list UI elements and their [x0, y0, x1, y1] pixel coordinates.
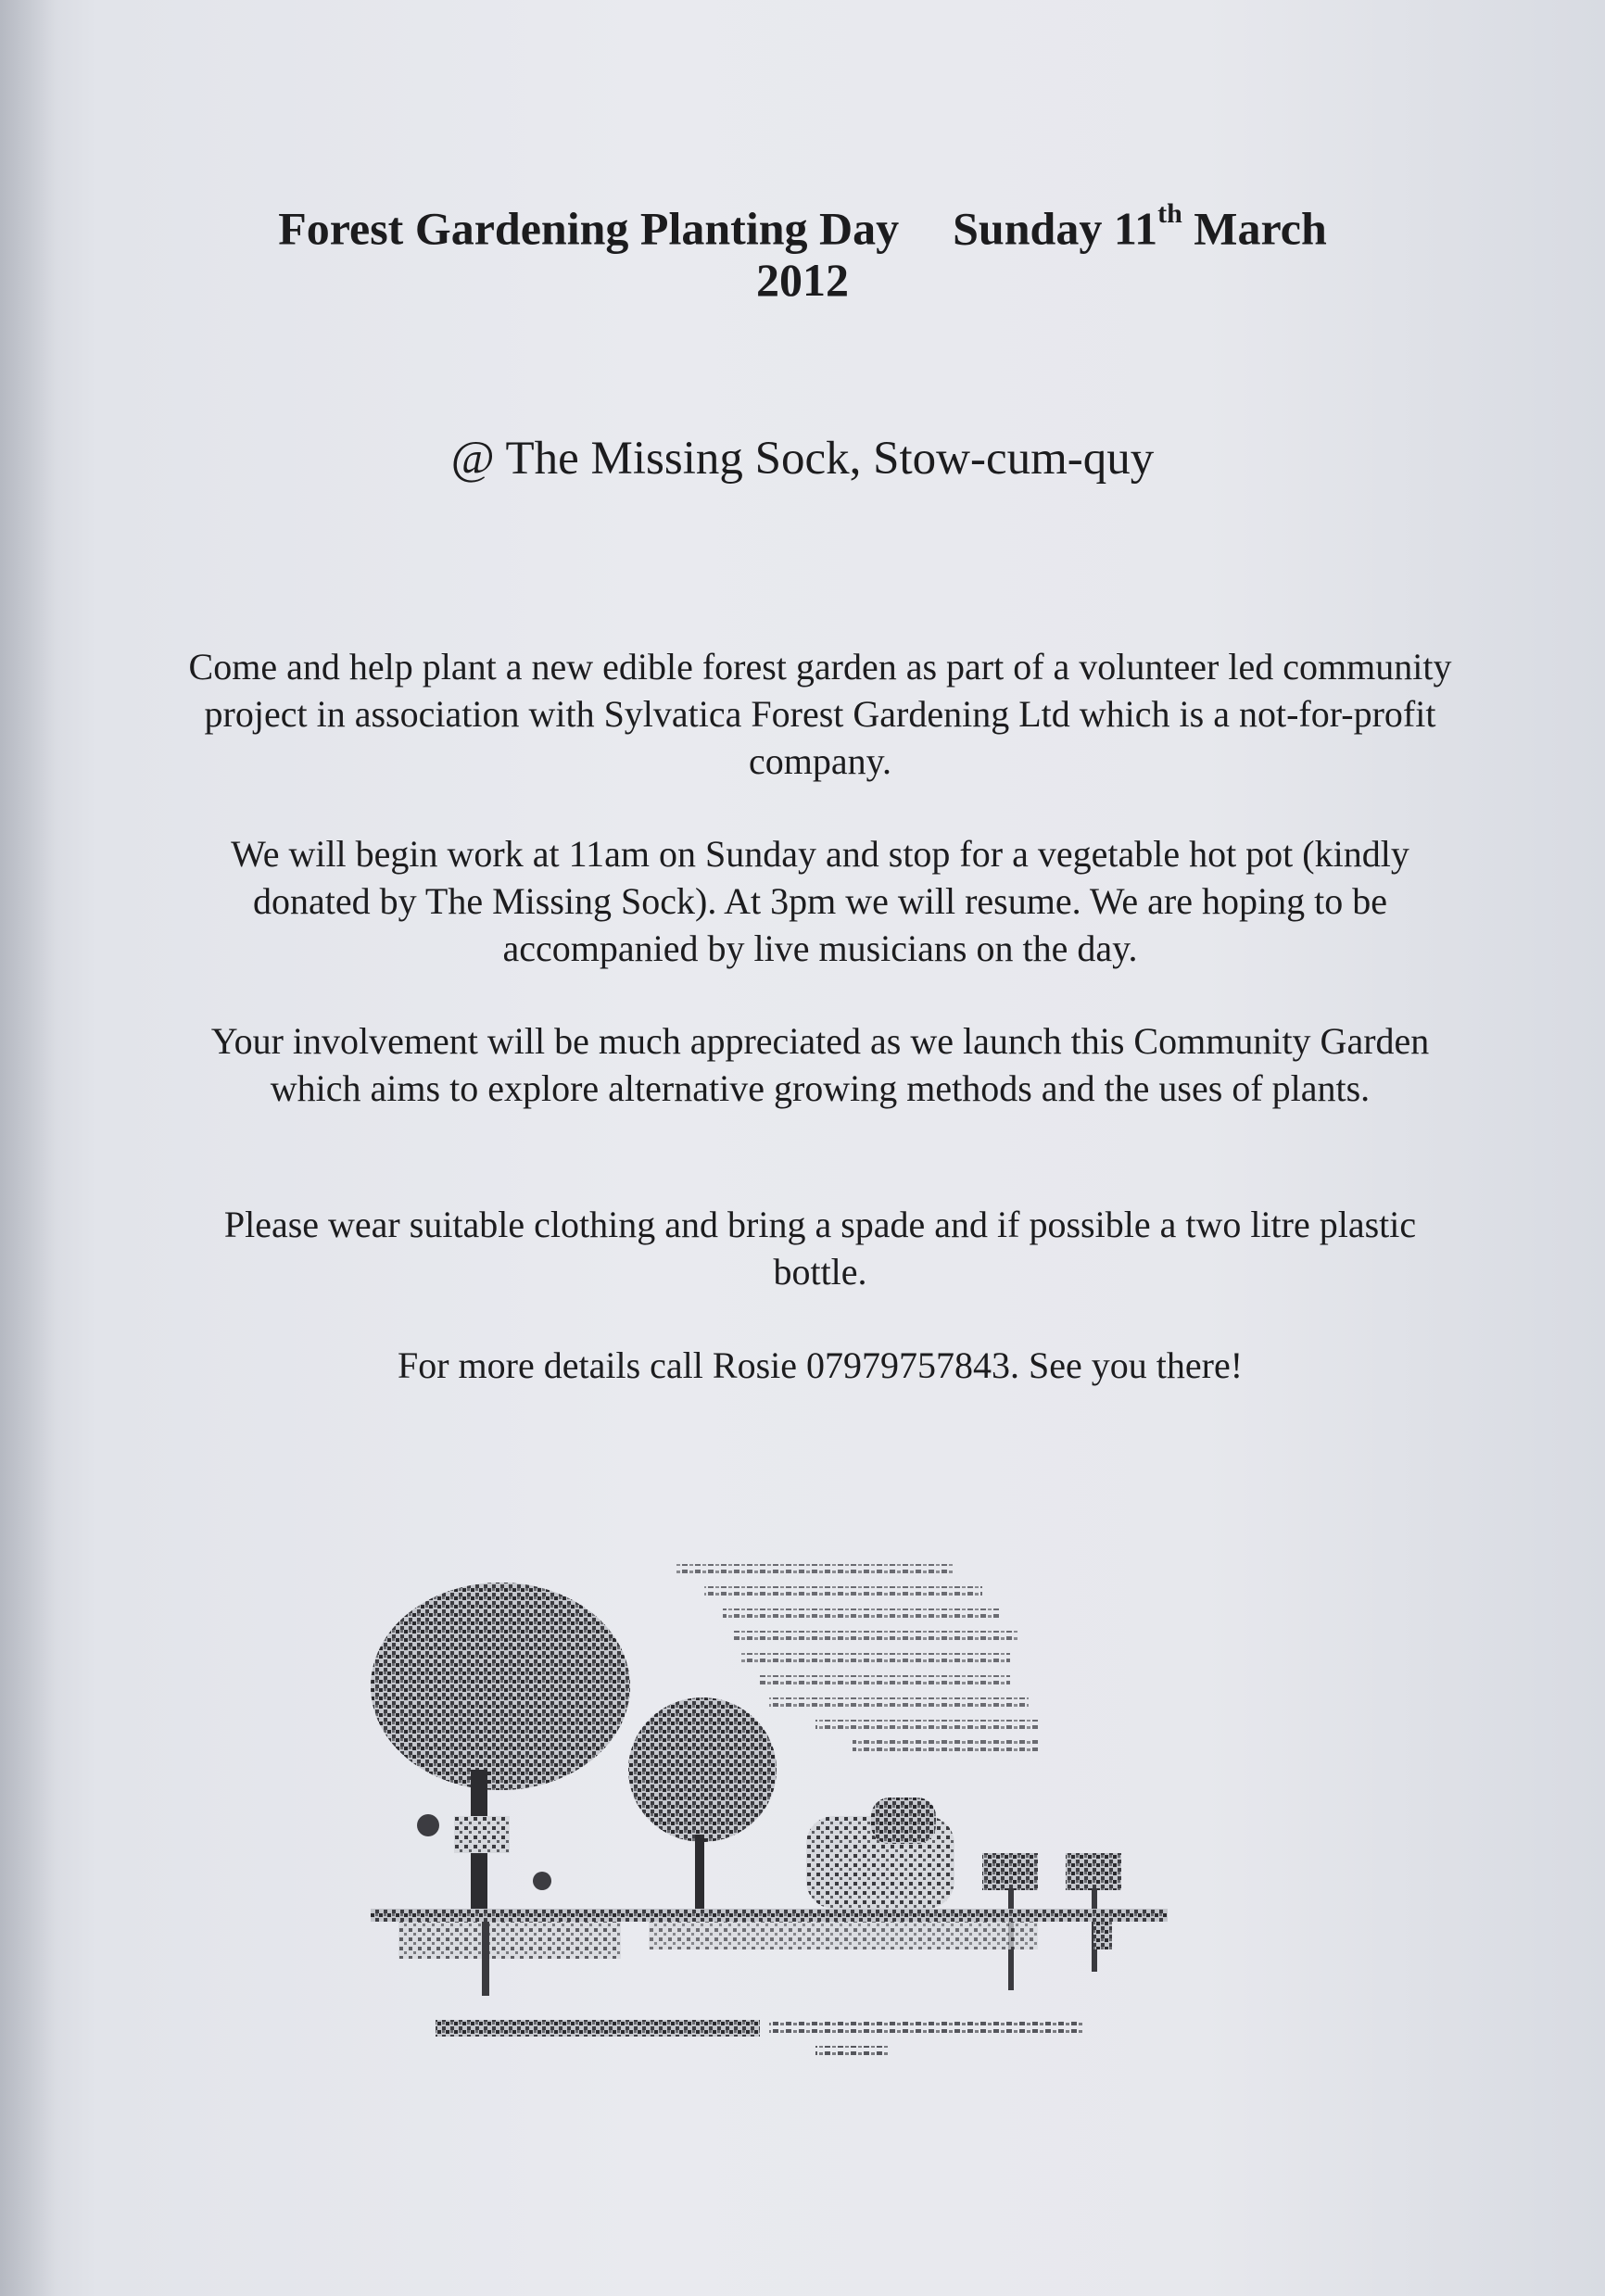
paragraph-clothing: Please wear suitable clothing and bring a spade and if possible a two litre plastic bottle. — [223, 1204, 1417, 1293]
title-year: 2012 — [756, 254, 849, 306]
forest-garden-layers-illustration-icon — [371, 1538, 1251, 2094]
paragraph-involvement: Your involvement will be much appreciated as we launch this Community Garden which aims to explore alternative growing methods and the uses of plants. — [210, 1020, 1430, 1109]
paragraph-intro: Come and help plant a new edible forest garden as part of a volunteer led community project in association with Sylvatica Forest Gardening Ltd which is a not-for-profit company. — [188, 646, 1452, 782]
title-superscript: th — [1157, 198, 1182, 229]
paragraph-schedule: We will begin work at 11am on Sunday and stop for a vegetable hot pot (kindly donated by The Missing Sock). At 3pm we will resume. We are hoping to be accompanied by live musicians on the day. — [231, 833, 1409, 969]
title-event: Forest Gardening Planting Day — [278, 202, 900, 255]
venue-line: @ The Missing Sock, Stow-cum-quy — [450, 433, 1155, 485]
title-month: March — [1194, 202, 1327, 255]
flyer-title — [0, 190, 1605, 259]
paragraph-contact: For more details call Rosie 07979757843. See you there! — [397, 1344, 1244, 1386]
page-shadow — [0, 0, 56, 2296]
title-day: Sunday 11 — [953, 202, 1158, 255]
